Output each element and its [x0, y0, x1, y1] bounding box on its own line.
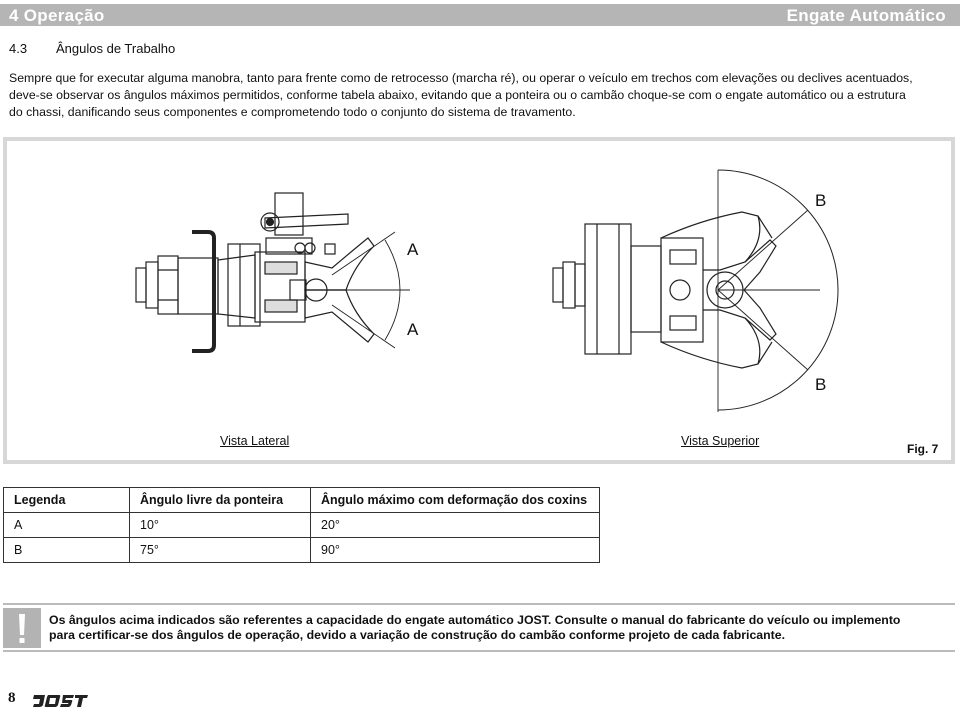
- header-chapter: Engate Automático: [786, 6, 946, 25]
- caption-top-view: Vista Superior: [681, 434, 760, 448]
- table-header: Legenda: [4, 488, 130, 513]
- angle-label-a-top: A: [407, 240, 419, 259]
- table-header-row: [4, 488, 600, 513]
- section-number: 4.3: [9, 41, 28, 56]
- angles-table: [3, 487, 600, 563]
- table-cell: B: [4, 538, 130, 563]
- angle-label-a-bottom: A: [407, 320, 419, 339]
- table-row: [4, 538, 600, 563]
- table-cell: 10°: [130, 513, 311, 538]
- page-number: 8: [8, 690, 16, 706]
- table-row: [4, 513, 600, 538]
- exclamation-icon: [3, 608, 41, 648]
- table-header: Ângulo livre da ponteira: [130, 488, 311, 513]
- warning-line: para certificar-se dos ângulos de operação, devido a variação de construção do cambão conforme projeto de cada fabricante.: [49, 628, 785, 642]
- table-cell: A: [4, 513, 130, 538]
- table-header: Ângulo máximo com deformação dos coxins: [311, 488, 600, 513]
- body-line: Sempre que for executar alguma manobra, tanto para frente como de retrocesso (marcha ré), ou operar o veículo em trechos com elevações ou declives acentuados,: [9, 71, 913, 85]
- angle-label-b-top: B: [815, 191, 827, 210]
- angle-label-b-bottom: B: [815, 375, 827, 394]
- figure-label: Fig. 7: [907, 442, 939, 456]
- caption-side-view: Vista Lateral: [220, 434, 290, 448]
- warning-line: Os ângulos acima indicados são referentes a capacidade do engate automático JOST. Consulte o manual do fabricante do veículo ou implemento: [49, 613, 901, 627]
- warning-box: [3, 603, 955, 652]
- top-view-drawing: [553, 170, 838, 412]
- body-line: deve-se observar os ângulos máximos permitidos, conforme tabela abaixo, evitando que a ponteira ou o cambão choque-se com o engate automático ou a estrutura: [9, 88, 906, 102]
- body-line: do chassi, danificando seus componentes e comprometendo todo o conjunto do sistema de travamento.: [9, 105, 576, 119]
- table-cell: 90°: [311, 538, 600, 563]
- jost-logo: [32, 693, 88, 714]
- section-title: Ângulos de Trabalho: [56, 41, 176, 56]
- warning-text: [49, 613, 949, 643]
- side-view-drawing: [136, 193, 410, 351]
- header-section: 4 Operação: [9, 6, 105, 25]
- table-cell: 75°: [130, 538, 311, 563]
- table-cell: 20°: [311, 513, 600, 538]
